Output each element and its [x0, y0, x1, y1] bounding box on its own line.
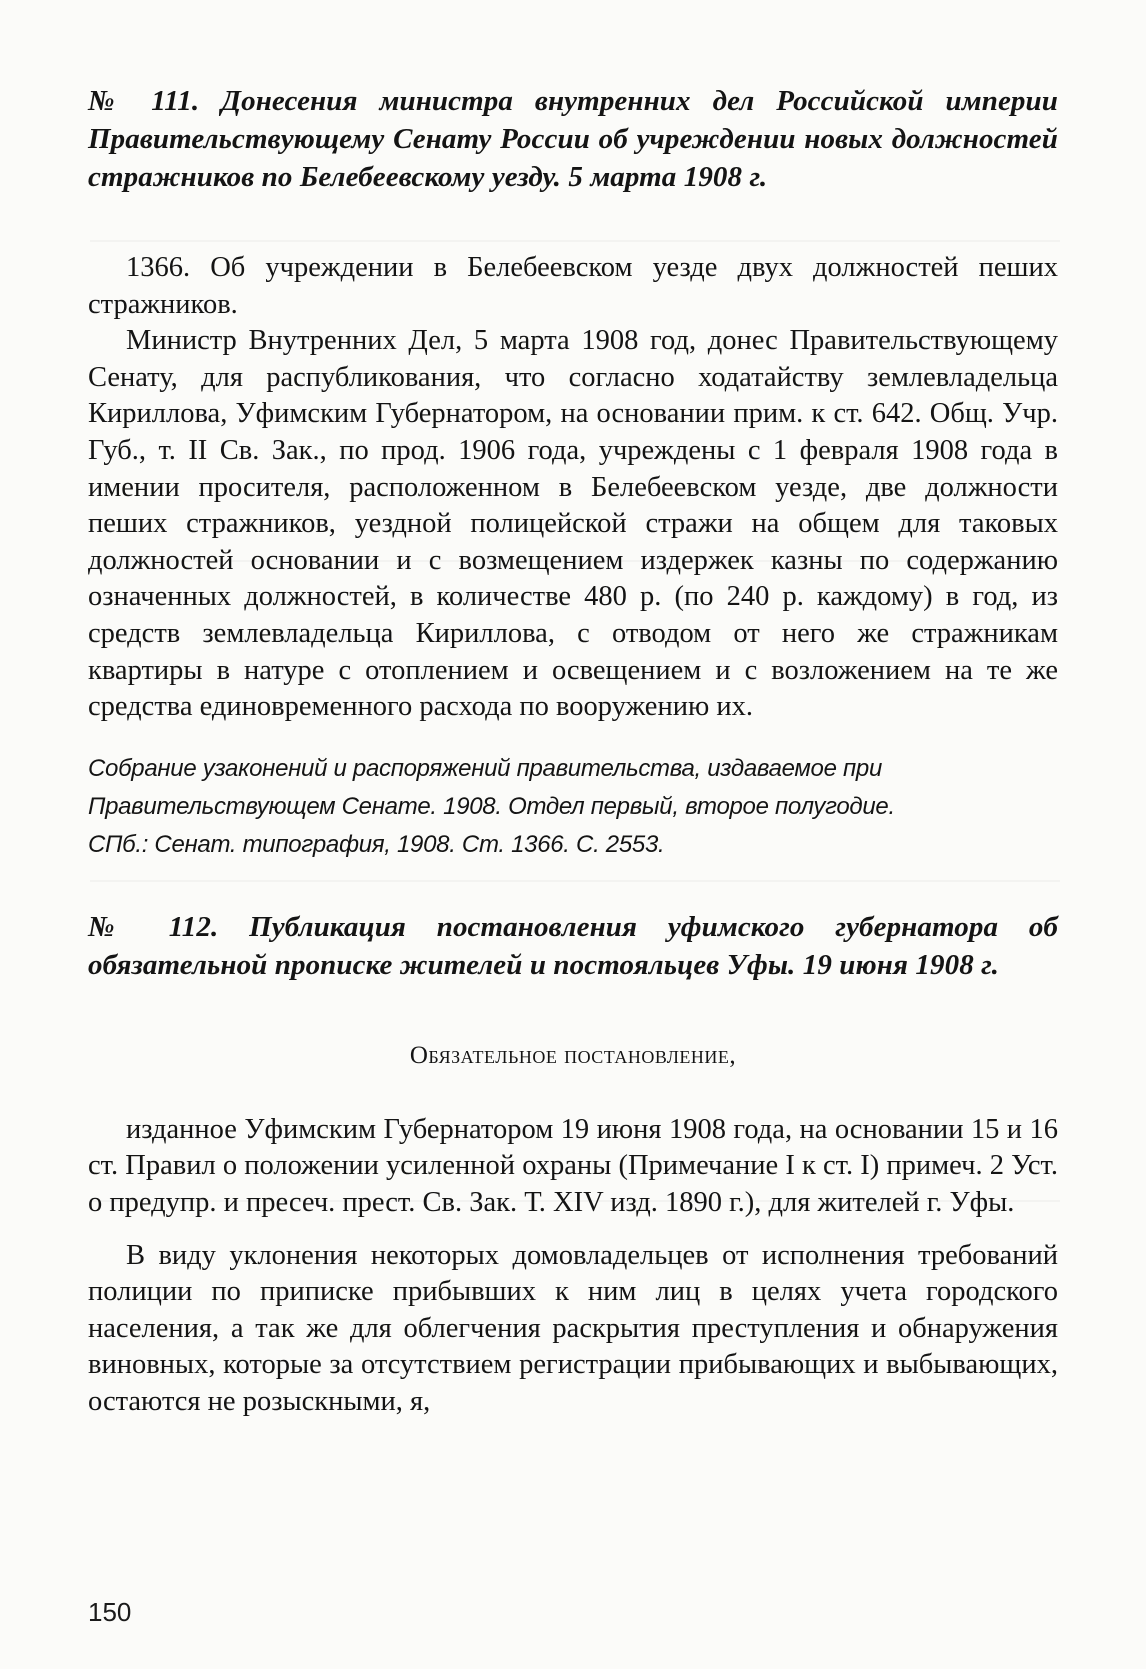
document-111-paragraph-1: 1366. Об учреждении в Белебеевском уезде двух должностей пеших стражников. [88, 252, 1058, 320]
document-111-source-line-3: СПб.: Сенат. типография, 1908. Ст. 1366. С. 2553. [88, 830, 665, 858]
document-112-paragraph-2: В виду уклонения некоторых домовладельцев от исполнения требований полиции по приписке прибывших к ним лиц в целях учета городского населения, а так же для облегчения раскрытия преступления и обнаружения виновных, которые за отсутствием регистрации прибывающих и выбывающих, остаются не розыскными, я, [88, 1239, 1058, 1417]
document-111-source-line-1: Собрание узаконений и распоряжений правительства, издаваемое при [88, 754, 883, 782]
decree-title: Обязательное постановление, [409, 1041, 737, 1069]
document-111-source-line-2: Правительствующем Сенате. 1908. Отдел первый, второе полугодие. [88, 792, 895, 820]
document-112-heading: № 112. Публикация постановления уфимского губернатора об обязательной прописке жителей и постояльцев Уфы. 19 июня 1908 г. [88, 910, 1058, 981]
document-111-paragraph-2: Министр Внутренних Дел, 5 марта 1908 год, донес Правительствующему Сенату, для распубликования, что согласно ходатайству землевладельца Кириллова, Уфимским Губернатором, на основании прим. к ст. 642. Общ. Учр. Губ., т. II Св. Зак., по прод. 1906 года, учреждены с 1 февраля 1908 года в имении просителя, расположенном в Белебеевском уезде, две должности пеших стражников, уездной полицейской стражи на общем для таковых должностей основании и с возмещением издержек казны по содержанию означенных должностей, в количестве 480 р. (по 240 р. каждому) в год, из средств землевладельца Кириллова, с отводом от него же стражникам квартиры в натуре с отоплением и освещением и с возложением на те же средства единовременного расхода по вооружению их. [88, 325, 1058, 723]
document-112-paragraph-1: изданное Уфимским Губернатором 19 июня 1908 года, на основании 15 и 16 ст. Правил о положении усиленной охраны (Примечание I к ст. I) примеч. 2 Уст. о предупр. и пресеч. прест. Св. Зак. Т. XIV изд. 1890 г.), для жителей г. Уфы. [88, 1113, 1058, 1218]
page-number: 150 [88, 1597, 132, 1627]
document-page [88, 82, 1058, 1642]
document-111-heading: № 111. Донесения министра внутренних дел Российской империи Правительствующему Сенату России об учреждении новых должностей стражников по Белебеевскому уезду. 5 марта 1908 г. [88, 85, 1058, 193]
